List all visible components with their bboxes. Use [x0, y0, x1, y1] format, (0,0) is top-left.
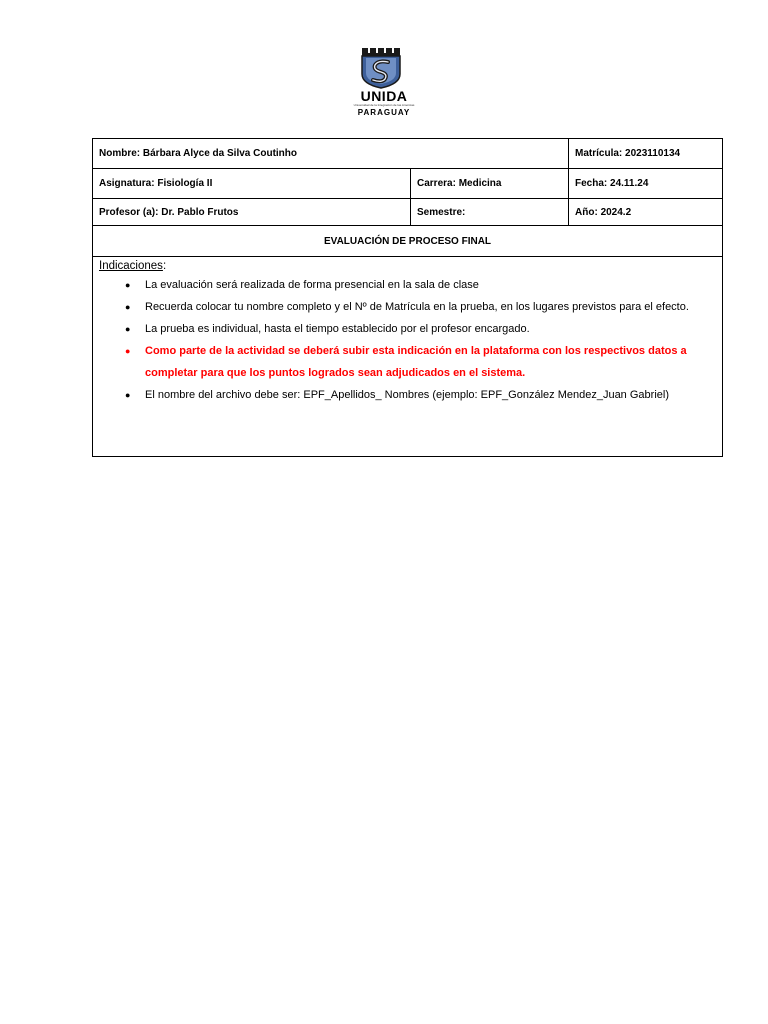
- table-row: [93, 199, 723, 226]
- list-item: ● El nombre del archivo debe ser: EPF_Apellidos_ Nombres (ejemplo: EPF_González Mendez_Juan Gabriel): [99, 384, 716, 406]
- logo-name: UNIDA: [360, 88, 408, 104]
- semestre-cell: Semestre:: [411, 199, 569, 226]
- table-row: [93, 139, 723, 169]
- indicaciones-cell: [93, 257, 723, 457]
- list-item: ● La evaluación será realizada de forma presencial en la sala de clase: [99, 274, 716, 296]
- list-item-warning: ● Como parte de la actividad se deberá subir esta indicación en la plataforma con los respectivos datos a completar para que los puntos logrados sean adjudicados en el sistema.: [99, 340, 716, 384]
- carrera-cell: Carrera: Medicina: [411, 169, 569, 199]
- list-item: ● Recuerda colocar tu nombre completo y el Nº de Matrícula en la prueba, en los lugares previstos para el efecto.: [99, 296, 716, 318]
- anio-cell: Año: 2024.2: [569, 199, 723, 226]
- bullet-icon: ●: [125, 302, 131, 312]
- table-row: [93, 257, 723, 457]
- unida-shield-icon: [348, 46, 420, 90]
- profesor-cell: Profesor (a): Dr. Pablo Frutos: [93, 199, 411, 226]
- evaluation-title: EVALUACIÓN DE PROCESO FINAL: [93, 226, 723, 257]
- indicaciones-heading: Indicaciones:: [99, 260, 167, 272]
- bullet-icon: ●: [125, 346, 131, 356]
- bullet-icon: ●: [125, 390, 131, 400]
- unida-logo: [348, 46, 420, 118]
- fecha-cell: Fecha: 24.11.24: [569, 169, 723, 199]
- matricula-cell: Matrícula: 2023110134: [569, 139, 723, 169]
- table-row: [93, 226, 723, 257]
- student-info-table: [92, 138, 723, 457]
- list-item: ● La prueba es individual, hasta el tiempo establecido por el profesor encargado.: [99, 318, 716, 340]
- logo-country: PARAGUAY: [357, 108, 411, 117]
- table-row: [93, 169, 723, 199]
- logo-subtitle: Universidad de la Integración de las Américas: [353, 103, 415, 107]
- bullet-icon: ●: [125, 280, 131, 290]
- asignatura-cell: Asignatura: Fisiología II: [93, 169, 411, 199]
- indicaciones-list: [99, 274, 716, 406]
- nombre-cell: Nombre: Bárbara Alyce da Silva Coutinho: [93, 139, 569, 169]
- bullet-icon: ●: [125, 324, 131, 334]
